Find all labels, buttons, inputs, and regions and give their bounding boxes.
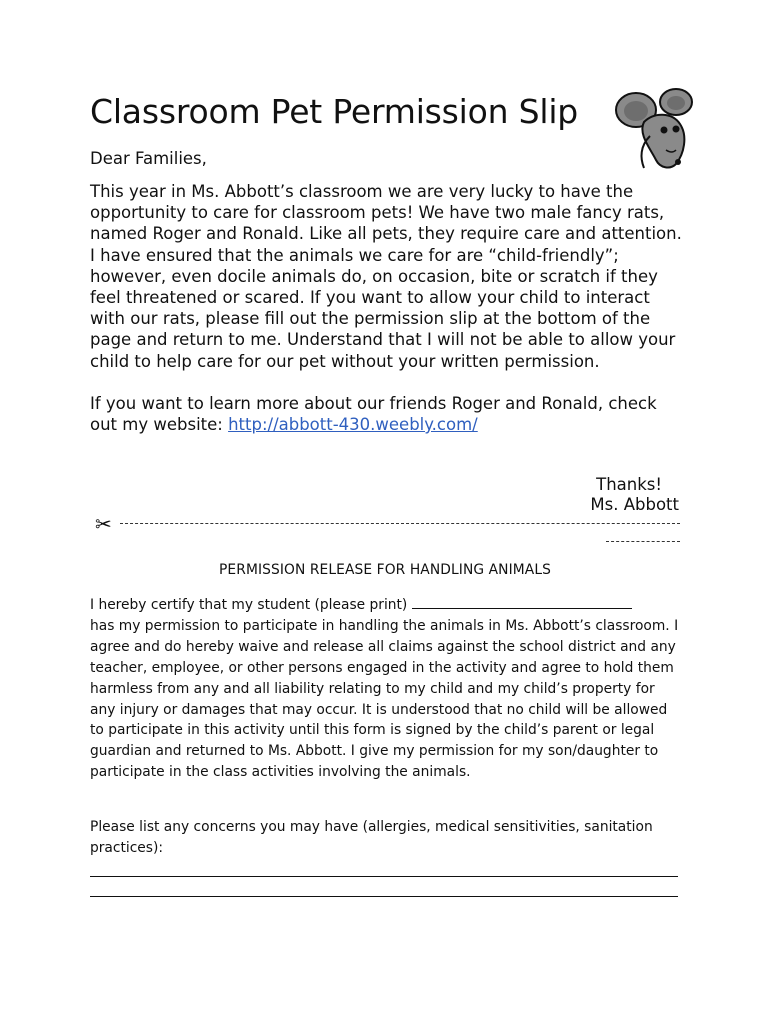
certify-prefix: I hereby certify that my student (please print) xyxy=(90,597,412,613)
signature: Ms. Abbott xyxy=(590,495,679,514)
mouse-illustration xyxy=(610,88,702,180)
dashed-divider xyxy=(120,523,680,524)
scissors-icon: ✂ xyxy=(95,512,112,536)
concerns-line-2[interactable] xyxy=(90,896,678,897)
intro-paragraph: This year in Ms. Abbott’s classroom we are very lucky to have the opportunity to care for classroom pets! We have two male fancy rats, named Roger and Ronald. Like all pets, they require care and attention. I have ensured that the animals we care for are “child-friendly”; however, even docile animals do, on occasion, bite or scratch if they feel threatened or scared. If you want to allow your child to interact with our rats, please fill out the permission slip at the bottom of the page and return to me. Understand that I will not be able to allow your child to help care for our pet without your written permission. xyxy=(90,182,682,371)
cut-line xyxy=(90,514,680,554)
form-heading: PERMISSION RELEASE FOR HANDLING ANIMALS xyxy=(219,562,551,578)
concerns-prompt: Please list any concerns you may have (allergies, medical sensitivities, sanitation practices): xyxy=(90,819,653,856)
concerns-line-1[interactable] xyxy=(90,876,678,877)
letter-body xyxy=(90,181,682,456)
website-paragraph xyxy=(90,393,682,435)
closing: Thanks! xyxy=(596,475,662,494)
page-title: Classroom Pet Permission Slip xyxy=(90,92,579,131)
release-text: has my permission to participate in handling the animals in Ms. Abbott’s classroom. I agree and do hereby waive and release all claims against the school district and any teacher, employee, or other persons engaged in the activity and agree to hold them harmless from any and all liability relating to my child and my child’s property for any injury or damages that may occur. It is understood that no child will be allowed to participate in this activity until this form is signed by the child’s parent or legal guardian and returned to Ms. Abbott. I give my permission for my son/daughter to participate in the class activities involving the animals. xyxy=(90,617,679,781)
dashed-divider-continuation xyxy=(606,541,680,542)
student-name-blank[interactable] xyxy=(412,596,632,609)
website-prompt: If you want to learn more about our friends Roger and Ronald, check out my website: xyxy=(90,393,657,435)
release-statement xyxy=(90,595,682,783)
salutation: Dear Families, xyxy=(90,149,207,168)
website-link[interactable]: http://abbott-430.weebly.com/ xyxy=(228,415,478,435)
